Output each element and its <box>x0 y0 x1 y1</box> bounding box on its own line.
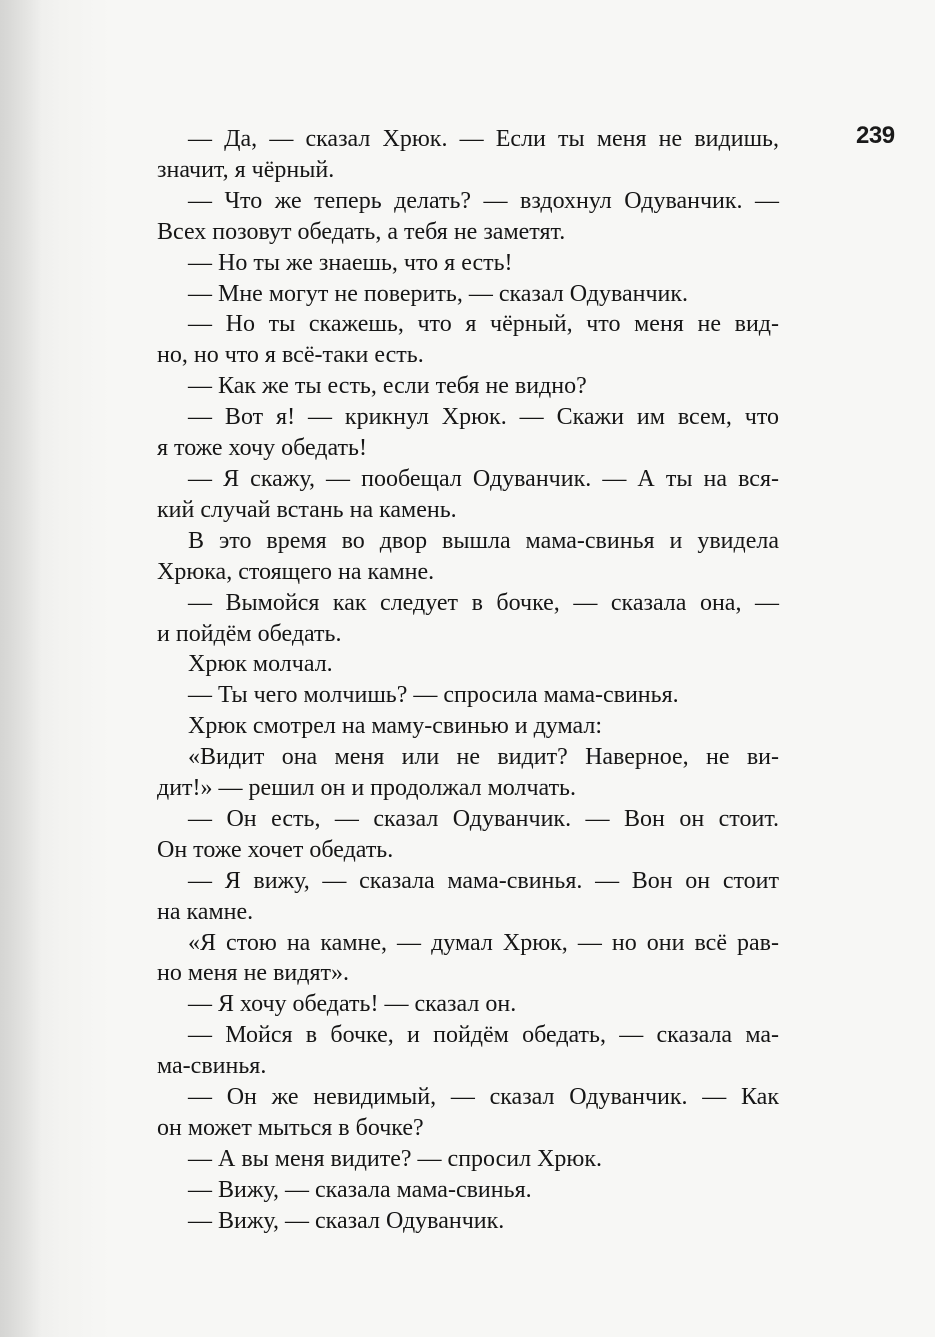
text-line: Всех позовут обедать, а тебя не заметят. <box>157 218 566 245</box>
story-text <box>157 124 779 1237</box>
text-line: — Мне могут не поверить, — сказал Одуванчик. <box>188 280 689 307</box>
text-line: значит, я чёрный. <box>157 156 335 183</box>
text-line: «Видит она меня или не видит? Наверное, не ви- <box>188 744 779 771</box>
text-line: — Ты чего молчишь? — спросила мама-свинья. <box>188 682 679 709</box>
text-line: он может мыться в бочке? <box>157 1115 424 1141</box>
text-line: — Вымойся как следует в бочке, — сказала она, — <box>188 589 779 616</box>
text-line: Хрюк смотрел на маму-свинью и думал: <box>188 713 603 740</box>
text-line: — Он есть, — сказал Одуванчик. — Вон он стоит. <box>188 805 779 832</box>
text-line: — Я скажу, — пообещал Одуванчик. — А ты на вся- <box>188 465 779 492</box>
text-line: на камне. <box>157 898 254 925</box>
text-line: Хрюк молчал. <box>188 651 333 678</box>
text-line: — Мойся в бочке, и пойдём обедать, — сказала ма- <box>188 1022 779 1049</box>
text-line: ма-свинья. <box>157 1053 267 1080</box>
text-line: — Он же невидимый, — сказал Одуванчик. — Как <box>188 1084 779 1111</box>
text-line: — Но ты скажешь, что я чёрный, что меня не вид- <box>188 311 779 338</box>
text-line: кий случай встань на камень. <box>157 496 457 523</box>
text-line: В это время во двор вышла мама-свинья и увидела <box>188 527 779 554</box>
text-line: — Как же ты есть, если тебя не видно? <box>188 373 587 400</box>
text-line: — А вы меня видите? — спросил Хрюк. <box>188 1145 603 1172</box>
text-line: — Вижу, — сказал Одуванчик. <box>188 1207 505 1234</box>
text-line: но меня не видят». <box>157 960 349 987</box>
text-line: — Вот я! — крикнул Хрюк. — Скажи им всем, что <box>188 404 779 431</box>
text-line: — Вижу, — сказала мама-свинья. <box>188 1176 532 1203</box>
text-line: Хрюка, стоящего на камне. <box>157 558 435 585</box>
book-spine-shadow <box>0 0 60 1337</box>
text-line: но, но что я всё-таки есть. <box>157 342 424 369</box>
text-line: «Я стою на камне, — думал Хрюк, — но они всё рав- <box>188 929 779 956</box>
text-line: — Да, — сказал Хрюк. — Если ты меня не видишь, <box>188 126 779 152</box>
text-line: — Но ты же знаешь, что я есть! <box>188 249 513 276</box>
text-line: — Я хочу обедать! — сказал он. <box>188 991 517 1018</box>
text-line: Он тоже хочет обедать. <box>157 836 394 863</box>
text-line: — Я вижу, — сказала мама-свинья. — Вон он стоит <box>188 867 779 894</box>
text-line: и пойдём обедать. <box>157 620 342 647</box>
text-line: я тоже хочу обедать! <box>157 435 367 462</box>
text-line: дит!» — решил он и продолжал молчать. <box>157 775 577 802</box>
page-number: 239 <box>856 122 895 149</box>
text-line: — Что же теперь делать? — вздохнул Одуванчик. — <box>188 187 779 214</box>
